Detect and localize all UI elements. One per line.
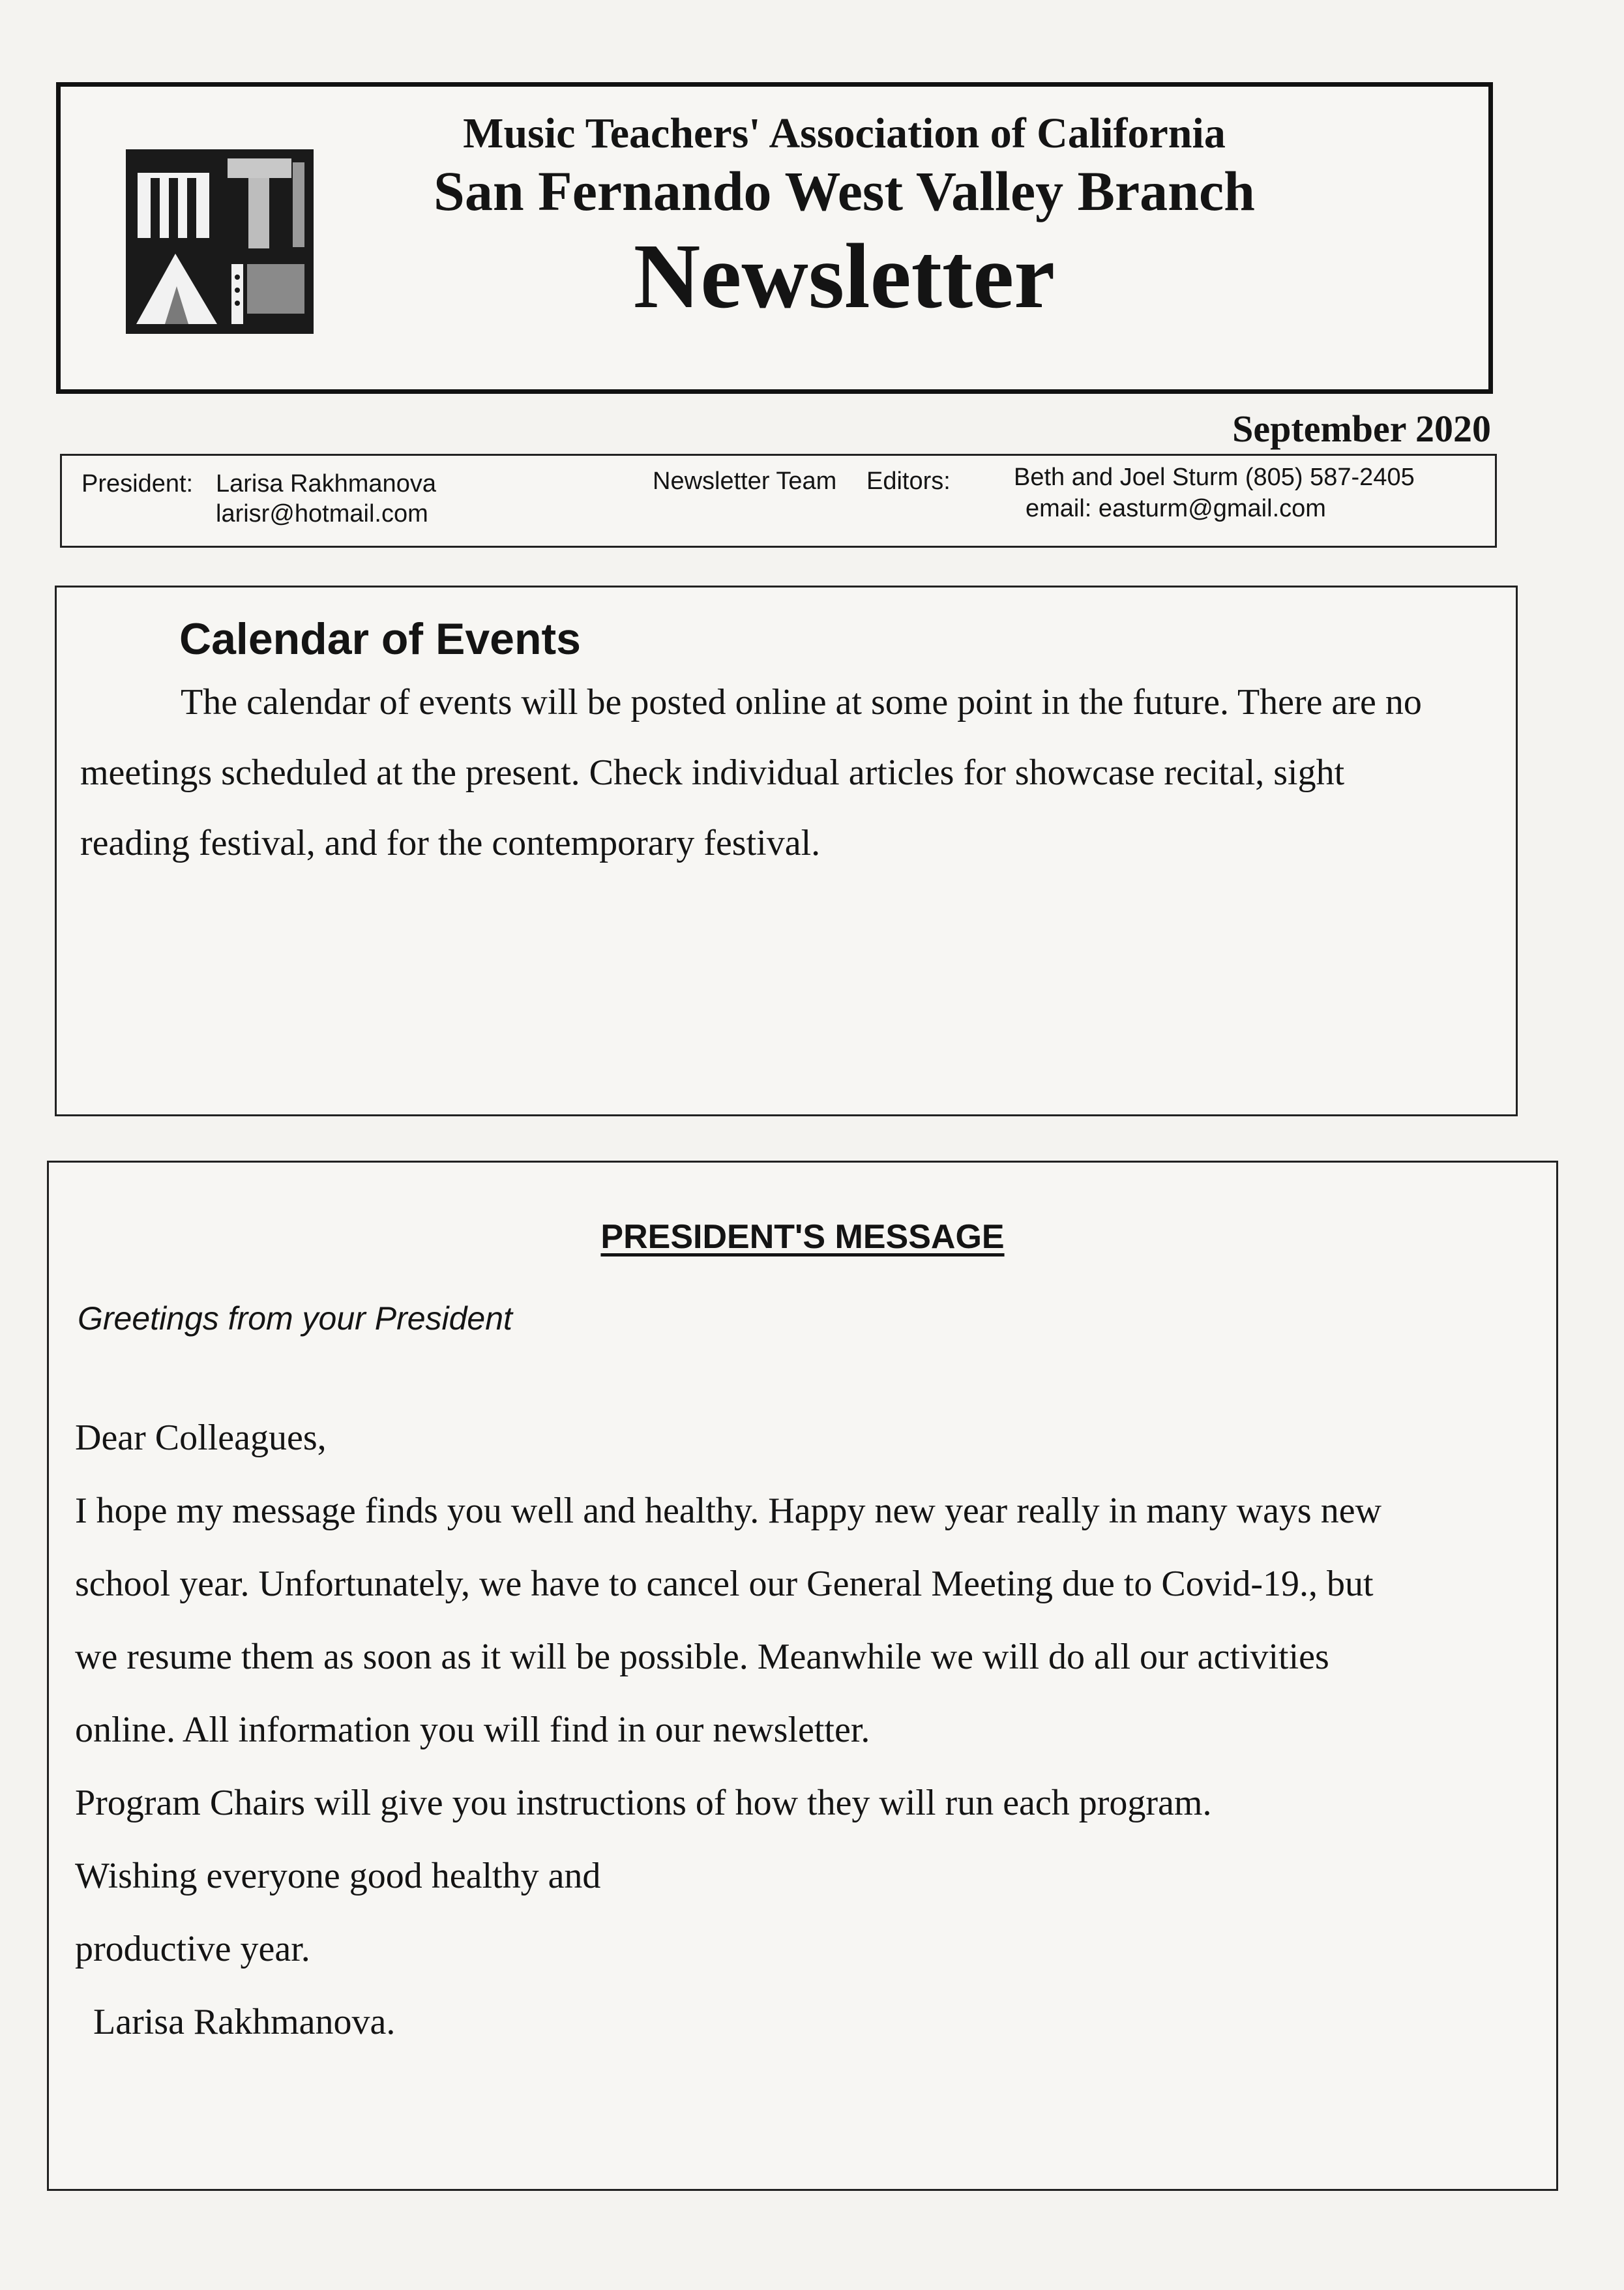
message-line: I hope my message finds you well and healthy. Happy new year really in many ways new: [75, 1491, 1382, 1531]
message-line: online. All information you will find in our newsletter.: [75, 1710, 870, 1750]
president-message-subheading: Greetings from your President: [78, 1300, 512, 1337]
calendar-body: [80, 667, 1514, 878]
calendar-line: reading festival, and for the contemporary festival.: [80, 823, 821, 863]
message-line: Wishing everyone good healthy and: [75, 1856, 601, 1896]
issue-date: September 2020: [1232, 408, 1491, 450]
editors-contact: Beth and Joel Sturm (805) 587-2405: [1014, 464, 1415, 491]
message-line: Program Chairs will give you instructions of how they will run each program.: [75, 1783, 1212, 1823]
mtac-logo-icon: [126, 149, 314, 334]
president-email: larisr@hotmail.com: [216, 500, 428, 528]
president-label: President:: [81, 470, 194, 498]
message-signature: Larisa Rakhmanova.: [93, 2002, 396, 2042]
president-name: Larisa Rakhmanova: [216, 470, 436, 498]
message-line: Dear Colleagues,: [75, 1418, 327, 1458]
calendar-line: The calendar of events will be posted online at some point in the future. There are no: [181, 682, 1422, 722]
calendar-section: [55, 586, 1518, 1116]
newsletter-team-label: Newsletter Team: [653, 468, 837, 495]
newsletter-title: Newsletter: [633, 224, 1056, 327]
message-line: we resume them as soon as it will be possible. Meanwhile we will do all our activities: [75, 1637, 1329, 1677]
editors-label: Editors:: [866, 468, 951, 495]
staff-box: [60, 454, 1497, 548]
editors-email: email: easturm@gmail.com: [1026, 495, 1326, 522]
president-message-body: [75, 1401, 1548, 2059]
president-message-heading: PRESIDENT'S MESSAGE: [600, 1218, 1005, 1256]
president-message-section: [47, 1161, 1558, 2191]
message-line: school year. Unfortunately, we have to cancel our General Meeting due to Covid-19., but: [75, 1564, 1374, 1604]
organization-name: Music Teachers' Association of California: [463, 110, 1226, 157]
branch-name: San Fernando West Valley Branch: [434, 160, 1255, 222]
calendar-heading: Calendar of Events: [179, 614, 581, 664]
message-line: productive year.: [75, 1929, 310, 1969]
calendar-line: meetings scheduled at the present. Check individual articles for showcase recital, sight: [80, 752, 1345, 793]
masthead: [56, 82, 1493, 394]
